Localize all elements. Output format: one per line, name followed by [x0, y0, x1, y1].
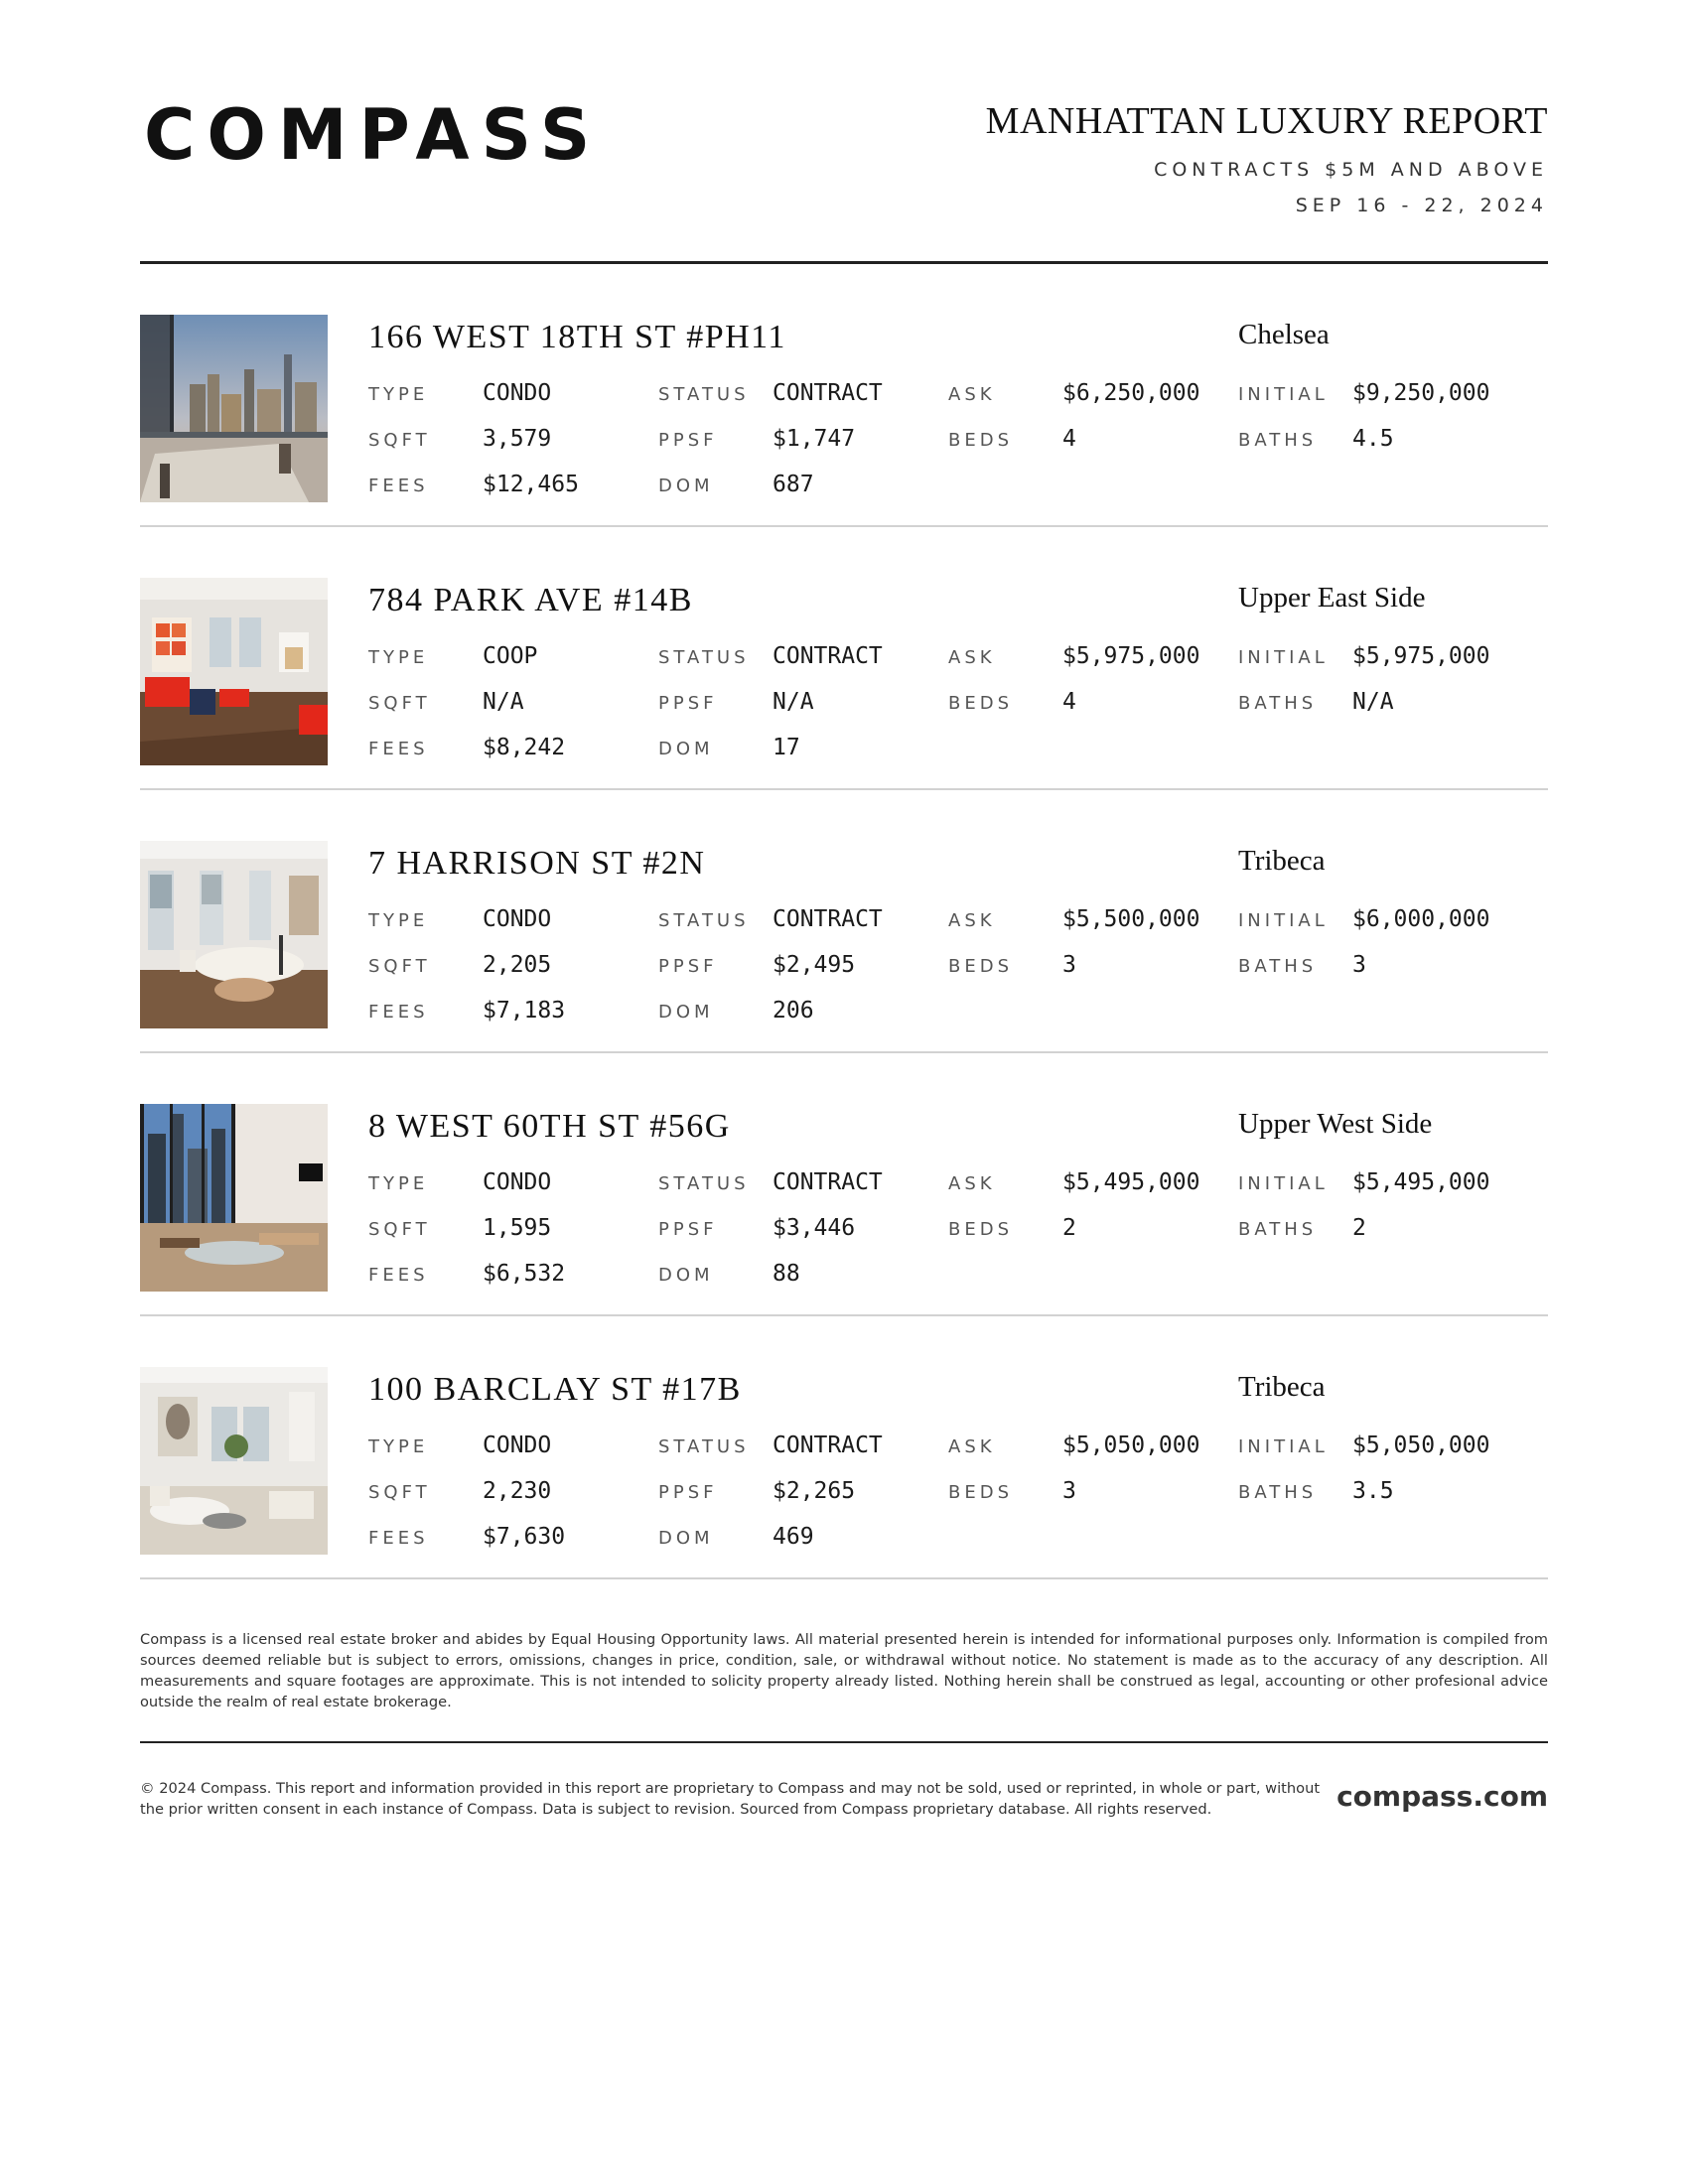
field-label: FEES	[368, 1002, 429, 1023]
field-value: 4.5	[1352, 426, 1394, 452]
field-label: DOM	[658, 476, 714, 496]
field-label: FEES	[368, 1528, 429, 1549]
field-value: 4	[1062, 426, 1076, 452]
field-value: $5,050,000	[1062, 1433, 1200, 1458]
penthouse-terrace-skyline-photo	[140, 315, 328, 502]
listing-neighborhood: Upper West Side	[1238, 1108, 1433, 1140]
listing-neighborhood: Upper East Side	[1238, 582, 1426, 614]
field-value: $7,630	[483, 1524, 566, 1550]
field-value: 3.5	[1352, 1478, 1394, 1504]
field-label: INITIAL	[1238, 910, 1329, 931]
field-label: PPSF	[658, 1482, 718, 1503]
listing-item	[140, 790, 1548, 1053]
field-label: BATHS	[1238, 693, 1318, 714]
field-value: 3	[1062, 952, 1076, 978]
field-label: ASK	[948, 910, 996, 931]
field-label: BATHS	[1238, 956, 1318, 977]
field-label: BATHS	[1238, 430, 1318, 451]
field-value: $7,183	[483, 998, 566, 1024]
field-label: BATHS	[1238, 1482, 1318, 1503]
field-value: CONTRACT	[773, 380, 883, 406]
field-value: N/A	[483, 689, 524, 715]
field-label: FEES	[368, 739, 429, 759]
field-value: COOP	[483, 643, 538, 669]
white-living-room-photo	[140, 1367, 328, 1555]
field-value: 2	[1352, 1215, 1366, 1241]
field-value: 1,595	[483, 1215, 552, 1241]
report-title: MANHATTAN LUXURY REPORT	[985, 100, 1548, 142]
field-label: INITIAL	[1238, 1173, 1329, 1194]
field-value: $1,747	[773, 426, 856, 452]
field-value: $12,465	[483, 472, 579, 497]
field-value: CONTRACT	[773, 643, 883, 669]
field-label: TYPE	[368, 647, 429, 668]
field-value: CONTRACT	[773, 906, 883, 932]
field-label: TYPE	[368, 1173, 429, 1194]
field-label: ASK	[948, 384, 996, 405]
field-label: STATUS	[658, 647, 750, 668]
field-value: 687	[773, 472, 814, 497]
field-label: SQFT	[368, 1219, 431, 1240]
report-page	[140, 0, 1548, 2184]
field-label: BATHS	[1238, 1219, 1318, 1240]
field-label: BEDS	[948, 430, 1014, 451]
field-label: PPSF	[658, 430, 718, 451]
listing-item	[140, 527, 1548, 790]
field-value: 4	[1062, 689, 1076, 715]
field-label: ASK	[948, 1436, 996, 1457]
field-value: N/A	[1352, 689, 1394, 715]
field-value: $5,975,000	[1352, 643, 1490, 669]
field-value: CONTRACT	[773, 1169, 883, 1195]
field-label: SQFT	[368, 430, 431, 451]
field-label: FEES	[368, 476, 429, 496]
report-header	[140, 95, 1548, 264]
listing-item	[140, 264, 1548, 527]
listing-address: 100 BARCLAY ST #17B	[368, 1371, 742, 1408]
field-value: $6,000,000	[1352, 906, 1490, 932]
field-value: CONDO	[483, 1433, 552, 1458]
listing-address: 784 PARK AVE #14B	[368, 582, 693, 618]
legal-disclaimer: Compass is a licensed real estate broker and abides by Equal Housing Opportunity laws. All material presented herein is intended for informational purposes only. Information is compiled from sources deemed reliable but is subject to errors, omissions, changes in price, condition, sale, or withdrawal without notice. No statement is made as to the accuracy of any description. All measurements and square footages are approximate. This is not intended to solicity property already listed. Nothing herein shall be construed as legal, accounting or other profesional advice outside the realm of real estate brokerage.	[140, 1631, 1548, 1710]
field-label: ASK	[948, 647, 996, 668]
listing-neighborhood: Tribeca	[1238, 1371, 1326, 1403]
field-label: SQFT	[368, 956, 431, 977]
field-label: BEDS	[948, 956, 1014, 977]
field-label: PPSF	[658, 1219, 718, 1240]
field-value: CONTRACT	[773, 1433, 883, 1458]
field-label: PPSF	[658, 693, 718, 714]
field-value: 3	[1352, 952, 1366, 978]
listing-address: 7 HARRISON ST #2N	[368, 845, 706, 882]
field-label: INITIAL	[1238, 647, 1329, 668]
field-value: $5,500,000	[1062, 906, 1200, 932]
field-value: 17	[773, 735, 800, 760]
field-label: DOM	[658, 1528, 714, 1549]
website-link[interactable]: compass.com	[1336, 1780, 1548, 1813]
field-value: 2,230	[483, 1478, 552, 1504]
field-value: $5,975,000	[1062, 643, 1200, 669]
field-value: 88	[773, 1261, 800, 1287]
listing-address: 8 WEST 60TH ST #56G	[368, 1108, 731, 1145]
field-value: N/A	[773, 689, 814, 715]
field-value: $8,242	[483, 735, 566, 760]
field-value: 206	[773, 998, 814, 1024]
field-value: $3,446	[773, 1215, 856, 1241]
field-label: DOM	[658, 1265, 714, 1286]
listing-address: 166 WEST 18TH ST #PH11	[368, 319, 786, 355]
listing-item	[140, 1053, 1548, 1316]
field-value: 3	[1062, 1478, 1076, 1504]
field-label: STATUS	[658, 1436, 750, 1457]
field-label: PPSF	[658, 956, 718, 977]
field-value: 3,579	[483, 426, 552, 452]
listing-neighborhood: Tribeca	[1238, 845, 1326, 877]
report-date: SEP 16 - 22, 2024	[1295, 195, 1548, 216]
field-value: $9,250,000	[1352, 380, 1490, 406]
field-value: $2,495	[773, 952, 856, 978]
footer-divider	[140, 1741, 1548, 1743]
field-value: 2,205	[483, 952, 552, 978]
logo-wordmark: COMPASS	[144, 94, 603, 176]
field-label: TYPE	[368, 910, 429, 931]
report-heading	[986, 99, 1548, 216]
copyright-notice: © 2024 Compass. This report and information provided in this report are proprietary to Compass and may not be sold, used or reprinted, in whole or part, without the prior written consent in each instance of Compass. Data is subject to revision. Sourced from Compass proprietary database. All rights reserved.	[140, 1780, 1321, 1818]
living-room-red-sofas-photo	[140, 578, 328, 765]
field-value: CONDO	[483, 1169, 552, 1195]
field-value: 2	[1062, 1215, 1076, 1241]
field-value: $2,265	[773, 1478, 856, 1504]
field-label: FEES	[368, 1265, 429, 1286]
field-label: BEDS	[948, 1482, 1014, 1503]
field-value: $5,495,000	[1062, 1169, 1200, 1195]
listing-item	[140, 1316, 1548, 1579]
field-label: DOM	[658, 1002, 714, 1023]
field-label: SQFT	[368, 1482, 431, 1503]
field-value: $5,495,000	[1352, 1169, 1490, 1195]
field-label: STATUS	[658, 910, 750, 931]
listing-neighborhood: Chelsea	[1238, 319, 1330, 350]
field-label: BEDS	[948, 1219, 1014, 1240]
field-label: SQFT	[368, 693, 431, 714]
field-value: CONDO	[483, 380, 552, 406]
field-label: INITIAL	[1238, 384, 1329, 405]
listings-list	[140, 264, 1548, 1579]
field-label: STATUS	[658, 1173, 750, 1194]
field-label: STATUS	[658, 384, 750, 405]
field-value: $6,532	[483, 1261, 566, 1287]
field-value: CONDO	[483, 906, 552, 932]
field-value: 469	[773, 1524, 814, 1550]
field-label: ASK	[948, 1173, 996, 1194]
field-label: BEDS	[948, 693, 1014, 714]
high-rise-living-room-photo	[140, 1104, 328, 1292]
compass-logo	[144, 94, 603, 176]
field-value: $5,050,000	[1352, 1433, 1490, 1458]
field-label: DOM	[658, 739, 714, 759]
loft-living-room-photo	[140, 841, 328, 1028]
field-label: TYPE	[368, 1436, 429, 1457]
field-label: TYPE	[368, 384, 429, 405]
field-value: $6,250,000	[1062, 380, 1200, 406]
report-subtitle: CONTRACTS $5M AND ABOVE	[1154, 159, 1548, 181]
field-label: INITIAL	[1238, 1436, 1329, 1457]
